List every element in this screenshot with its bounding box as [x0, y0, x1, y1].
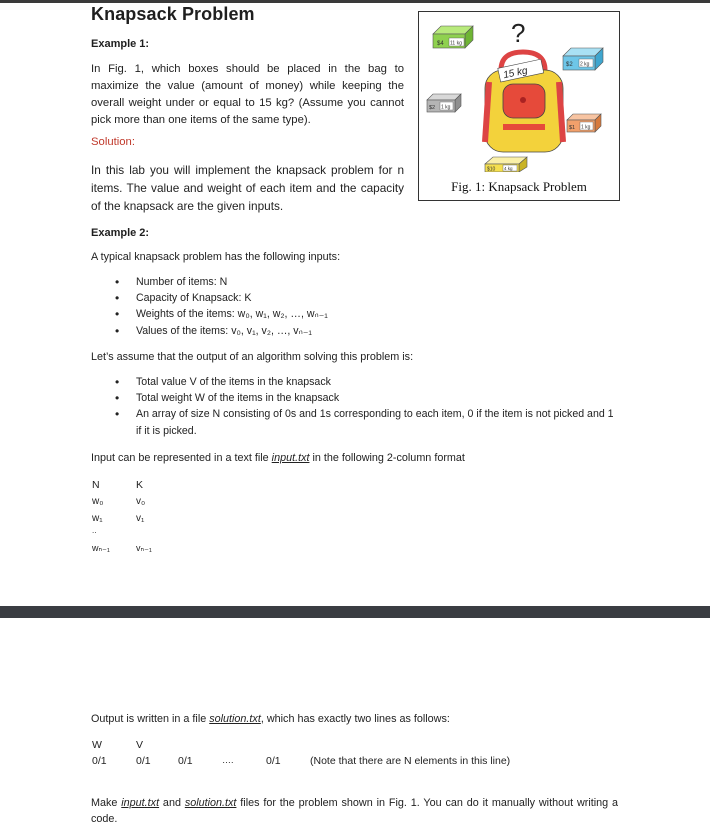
table-cell: v₀	[136, 496, 146, 507]
solution-file-name: solution.txt	[209, 713, 261, 725]
lab-description: In this lab you will implement the knapsack problem for n items. The value and weight of each item and the capacity of the knapsack are the given inputs.	[91, 163, 404, 213]
box-grey-weight: 1 kg	[441, 104, 451, 111]
list-item: • Values of the items: v₀, v₁, v₂, …, vₙ₋₁	[115, 323, 635, 339]
inputs-list	[115, 274, 635, 339]
task-solution-file: solution.txt	[184, 797, 237, 809]
task-input-file: input.txt	[121, 797, 160, 809]
figure-caption: Fig. 1: Knapsack Problem	[451, 179, 587, 194]
bag-capacity-label: 15 kg	[502, 65, 529, 82]
box-grey	[427, 94, 461, 112]
box-green	[433, 26, 473, 48]
table-cell: K	[136, 479, 144, 491]
backpack-icon	[485, 52, 563, 152]
example2-intro: A typical knapsack problem has the following inputs:	[91, 251, 341, 263]
output-intro: Let’s assume that the output of an algorithm solving this problem is:	[91, 351, 414, 363]
table-cell: N	[92, 479, 100, 491]
list-item: • Weights of the items: w₀, w₁, w₂, …, wₙ₋₁	[115, 306, 635, 322]
table-cell: wₙ₋₁	[92, 543, 110, 553]
list-item: • Capacity of Knapsack: K	[115, 290, 635, 306]
table-cell: V	[136, 739, 144, 751]
input-file-name: input.txt	[271, 452, 310, 464]
table-cell: w₁	[92, 513, 103, 524]
example1-question: In Fig. 1, which boxes should be placed in the bag to maximize the value (amount of money) while keeping the overall weight under or equal to 15 kg? (Assume you cannot pick more than one items of the same type).	[91, 63, 404, 126]
page-title: Knapsack Problem	[91, 4, 255, 24]
box-orange	[567, 114, 601, 132]
question-mark: ?	[511, 18, 526, 48]
box-yellow-price: $10	[487, 166, 496, 172]
box-green-weight: 11 kg	[450, 40, 462, 47]
box-orange-weight: 1 kg	[581, 124, 591, 131]
top-border	[0, 0, 710, 3]
table-cell: W	[92, 739, 102, 751]
task-text: Make input.txt and solution.txt files for the problem shown in Fig. 1. You can do it manually without writing a code.	[91, 797, 619, 825]
table-cell: ….	[222, 755, 234, 765]
example1-heading: Example 1:	[91, 38, 150, 50]
box-grey-price: $2	[429, 105, 436, 111]
list-item: • Number of items: N	[115, 274, 635, 290]
list-item: • Total value V of the items in the knapsack	[115, 374, 620, 390]
table-cell: 0/1	[178, 755, 193, 767]
table-cell: 0/1	[266, 755, 281, 767]
solution-label: Solution:	[91, 136, 135, 148]
page-break	[0, 606, 710, 618]
box-blue	[563, 48, 603, 70]
box-yellow	[485, 157, 527, 172]
outputs-list	[115, 374, 620, 439]
figure-knapsack	[418, 11, 620, 201]
output-format-text: Output is written in a file solution.txt, which has exactly two lines as follows:	[91, 713, 450, 725]
box-blue-price: $2	[566, 62, 573, 68]
example2-heading: Example 2:	[91, 227, 150, 239]
table-cell: w₀	[92, 496, 104, 507]
box-yellow-weight: 4 kg	[504, 166, 513, 171]
box-blue-weight: 2 kg	[580, 61, 590, 68]
table-cell: ..	[92, 526, 97, 535]
box-orange-price: $1	[569, 125, 576, 131]
list-item: • Total weight W of the items in the knapsack	[115, 390, 620, 406]
table-cell: vₙ₋₁	[136, 543, 152, 553]
table-cell: v₁	[136, 513, 145, 524]
box-green-price: $4	[437, 41, 444, 47]
output-note: (Note that there are N elements in this line)	[310, 755, 511, 767]
table-cell: 0/1	[136, 755, 151, 767]
table-cell: 0/1	[92, 755, 107, 767]
input-format-text: Input can be represented in a text file input.txt in the following 2-column format	[91, 452, 465, 464]
knapsack-illustration	[419, 12, 619, 172]
list-item: • An array of size N consisting of 0s and 1s corresponding to each item, 0 if the item is not picked and 1 if it is picked.	[115, 406, 620, 438]
